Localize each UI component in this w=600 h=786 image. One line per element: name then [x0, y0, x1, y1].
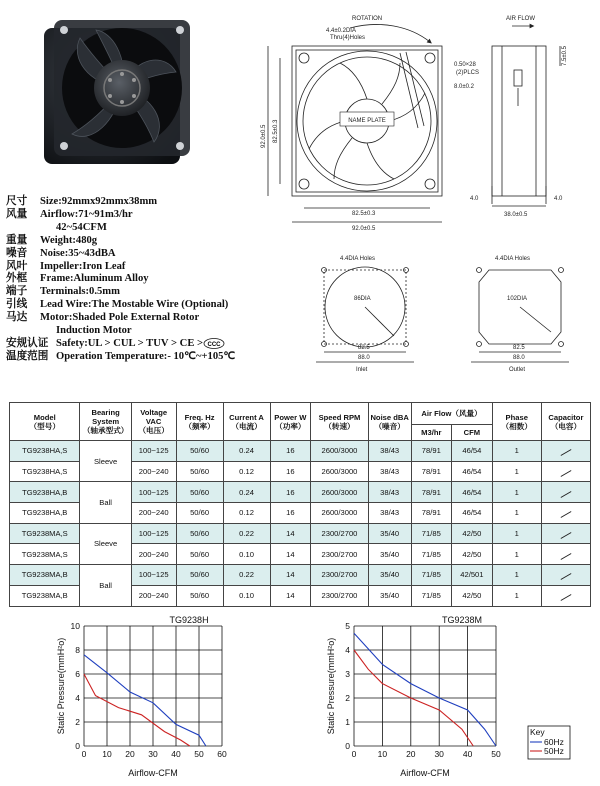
- cell-phase: 1: [492, 441, 541, 462]
- y-tick-label: 0: [345, 741, 350, 751]
- spec-value: Weight:480g: [40, 234, 98, 246]
- cell-speed: 2300/2700: [311, 544, 369, 565]
- cell-cfm: 46/54: [452, 441, 493, 462]
- table-row: [10, 441, 591, 462]
- spec-row: [6, 196, 306, 209]
- th-airflow: Air Flow（风量）: [411, 403, 492, 425]
- x-tick-label: 10: [102, 749, 112, 759]
- th-noise: Noise dBA （噪音）: [368, 403, 411, 441]
- spec-label-cn: 尺寸: [6, 196, 28, 207]
- cell-m3hr: 71/85: [411, 565, 452, 586]
- cell-model: TG9238HA,B: [10, 482, 80, 503]
- spec-value: Motor:Shaded Pole External Rotor: [40, 312, 200, 324]
- spec-row: [6, 209, 306, 222]
- th-freq: Freq. Hz （频率）: [176, 403, 223, 441]
- cell-noise: 35/40: [368, 565, 411, 586]
- y-tick-label: 2: [345, 693, 350, 703]
- svg-text:CCC: CCC: [207, 341, 221, 348]
- cell-freq: 50/60: [176, 585, 223, 606]
- th-m3hr: M3/hr: [411, 425, 452, 441]
- spec-row: [6, 351, 306, 364]
- slash-mark: [560, 511, 571, 518]
- cell-bearing: Sleeve: [80, 523, 131, 564]
- spec-label-cn: 引线: [6, 299, 28, 311]
- cell-freq: 50/60: [176, 544, 223, 565]
- th-power: Power W （功率）: [270, 403, 311, 441]
- spec-row: [6, 273, 306, 286]
- spec-label-cn: 外框: [6, 273, 28, 285]
- outlet-825: 82.5: [513, 345, 525, 351]
- spec-row: [6, 299, 306, 312]
- cell-current: 0.12: [223, 503, 270, 524]
- spec-row: [6, 248, 306, 261]
- chart-title: TG9238H: [169, 615, 209, 625]
- cell-freq: 50/60: [176, 441, 223, 462]
- spec-value: Terminals:0.5mm: [40, 286, 120, 298]
- slash-mark: [560, 449, 571, 456]
- cell-phase: 1: [492, 523, 541, 544]
- spec-label-cn: 噪音: [6, 247, 28, 259]
- cell-power: 14: [270, 585, 311, 606]
- cell-cfm: 42/50: [452, 544, 493, 565]
- spec-row: [6, 338, 306, 351]
- cell-phase: 1: [492, 585, 541, 606]
- cell-noise: 35/40: [368, 544, 411, 565]
- cell-noise: 38/43: [368, 503, 411, 524]
- cell-speed: 2600/3000: [311, 482, 369, 503]
- holes-label: 4.4±0.2DIA: [326, 28, 356, 34]
- cell-phase: 1: [492, 544, 541, 565]
- cell-speed: 2300/2700: [311, 523, 369, 544]
- cell-power: 16: [270, 441, 311, 462]
- spec-value: Safety:UL > CUL > TUV > CE >: [56, 337, 204, 349]
- rotation-label: ROTATION: [352, 16, 383, 22]
- spec-value: Operation Temperature:- 10℃~+105℃: [56, 350, 236, 362]
- dim-825-horiz: 82.5±0.3: [352, 211, 376, 217]
- inlet-drawing: [310, 248, 420, 374]
- cell-speed: 2300/2700: [311, 565, 369, 586]
- spec-value: Frame:Aluminum Alloy: [40, 273, 149, 285]
- th-voltage: Voltage VAC （电压）: [131, 403, 176, 441]
- th-model: Model （型号）: [10, 403, 80, 441]
- dim-92-vert: 92.0±0.5: [261, 124, 267, 148]
- table-row: [10, 482, 591, 503]
- cell-freq: 50/60: [176, 461, 223, 482]
- inlet-88: 88.0: [358, 355, 370, 361]
- cell-current: 0.24: [223, 482, 270, 503]
- wire-label-2: (2)PLCS: [456, 70, 480, 76]
- table-body: [10, 441, 591, 607]
- spec-value: Size:92mmx92mmx38mm: [40, 196, 158, 207]
- cell-noise: 38/43: [368, 482, 411, 503]
- y-tick-label: 4: [345, 645, 350, 655]
- cell-model: TG9238MA,B: [10, 585, 80, 606]
- cell-power: 16: [270, 482, 311, 503]
- y-tick-label: 3: [345, 669, 350, 679]
- chart-tg9238h: [40, 614, 272, 786]
- cell-bearing: Ball: [80, 482, 131, 523]
- cell-speed: 2600/3000: [311, 461, 369, 482]
- ccc-logo-icon: [203, 338, 225, 349]
- cell-m3hr: 78/91: [411, 503, 452, 524]
- y-tick-label: 8: [75, 645, 80, 655]
- outlet-holes-label: 4.4DIA Holes: [495, 256, 531, 262]
- cell-noise: 35/40: [368, 523, 411, 544]
- airflow-label: AIR FLOW: [506, 16, 536, 22]
- cell-voltage: 200~240: [131, 503, 176, 524]
- spec-label-cn: 风叶: [6, 260, 28, 272]
- legend-entry: 60Hz: [544, 737, 564, 747]
- cell-freq: 50/60: [176, 482, 223, 503]
- outlet-88: 88.0: [513, 355, 525, 361]
- y-tick-label: 2: [75, 717, 80, 727]
- cell-m3hr: 78/91: [411, 482, 452, 503]
- cell-speed: 2300/2700: [311, 585, 369, 606]
- dim-38: 38.0±0.5: [504, 212, 528, 218]
- spec-label-cn: 端子: [6, 286, 28, 298]
- x-tick-label: 20: [125, 749, 135, 759]
- spec-row: [6, 235, 306, 248]
- x-tick-label: 20: [406, 749, 416, 759]
- spec-label-cn: 马达: [6, 312, 28, 324]
- inlet-dia-label: 86DIA: [354, 296, 371, 302]
- y-tick-label: 0: [75, 741, 80, 751]
- slash-mark: [560, 532, 571, 539]
- cell-noise: 38/43: [368, 441, 411, 462]
- table-row: [10, 523, 591, 544]
- cell-model: TG9238HA,S: [10, 461, 80, 482]
- inlet-caption: Inlet: [356, 367, 368, 373]
- cell-power: 16: [270, 461, 311, 482]
- side-view-drawing: [454, 8, 600, 223]
- cell-cfm: 42/50: [452, 585, 493, 606]
- series-line-1: [84, 674, 190, 746]
- x-tick-label: 40: [171, 749, 181, 759]
- cell-phase: 1: [492, 503, 541, 524]
- cell-freq: 50/60: [176, 523, 223, 544]
- th-speed: Speed RPM （转速）: [311, 403, 369, 441]
- slash-mark: [560, 594, 571, 601]
- spec-label-cn: 风量: [6, 208, 28, 220]
- spec-row: [6, 286, 306, 299]
- cell-voltage: 100~125: [131, 565, 176, 586]
- chart-title: TG9238M: [442, 615, 483, 625]
- slash-mark: [560, 470, 571, 477]
- x-tick-label: 0: [81, 749, 87, 759]
- cell-phase: 1: [492, 482, 541, 503]
- spec-value: Induction Motor: [56, 325, 132, 337]
- x-tick-label: 30: [148, 749, 158, 759]
- cell-current: 0.22: [223, 523, 270, 544]
- cell-capacitor: [541, 503, 590, 524]
- cell-model: TG9238MA,S: [10, 544, 80, 565]
- spec-value: 42~54CFM: [56, 221, 107, 233]
- x-tick-label: 0: [351, 749, 357, 759]
- cell-current: 0.10: [223, 585, 270, 606]
- cell-voltage: 200~240: [131, 544, 176, 565]
- series-line-0: [84, 655, 206, 746]
- dim-92-horiz: 92.0±0.5: [352, 226, 376, 232]
- cell-capacitor: [541, 461, 590, 482]
- cell-cfm: 46/54: [452, 503, 493, 524]
- spec-value: Noise:35~43dBA: [40, 247, 116, 259]
- th-bearing: Bearing System （轴承型式）: [80, 403, 131, 441]
- cell-m3hr: 71/85: [411, 523, 452, 544]
- table-row: [10, 565, 591, 586]
- cell-phase: 1: [492, 461, 541, 482]
- x-tick-label: 40: [462, 749, 473, 759]
- dim-4-left: 4.0: [470, 196, 479, 202]
- cell-power: 14: [270, 565, 311, 586]
- cell-bearing: Sleeve: [80, 441, 131, 482]
- cell-m3hr: 78/91: [411, 461, 452, 482]
- cell-m3hr: 71/85: [411, 544, 452, 565]
- cell-noise: 35/40: [368, 585, 411, 606]
- y-axis-label: Static Pressure(mmH²o): [56, 637, 66, 735]
- cell-model: TG9238HA,B: [10, 503, 80, 524]
- th-current: Current A （电流）: [223, 403, 270, 441]
- cell-cfm: 46/54: [452, 482, 493, 503]
- y-tick-label: 5: [345, 621, 350, 631]
- chart-tg9238m: [318, 614, 600, 786]
- spec-label-cn: 重量: [6, 234, 28, 246]
- y-tick-label: 1: [345, 717, 350, 727]
- dim-8: 8.0±0.2: [454, 84, 474, 90]
- spec-row: [6, 325, 306, 338]
- x-axis-label: Airflow-CFM: [400, 768, 450, 778]
- dim-4-right: 4.0: [554, 196, 563, 202]
- cell-capacitor: [541, 523, 590, 544]
- cell-cfm: 42/501: [452, 565, 493, 586]
- spec-row: [6, 312, 306, 325]
- cell-power: 16: [270, 503, 311, 524]
- cell-voltage: 100~125: [131, 441, 176, 462]
- spec-value: Impeller:Iron Leaf: [40, 260, 126, 272]
- y-tick-label: 10: [70, 621, 80, 631]
- cell-model: TG9238MA,S: [10, 523, 80, 544]
- spec-value: Airflow:71~91m3/hr: [40, 208, 133, 220]
- slash-mark: [560, 574, 571, 581]
- spec-list: [6, 196, 306, 364]
- cell-capacitor: [541, 565, 590, 586]
- fan-photo: [36, 14, 196, 174]
- cell-m3hr: 71/85: [411, 585, 452, 606]
- dim-825-vert: 82.5±0.3: [273, 119, 279, 143]
- cell-power: 14: [270, 544, 311, 565]
- spec-table: [9, 402, 591, 607]
- cell-voltage: 100~125: [131, 523, 176, 544]
- y-axis-label: Static Pressure(mmH²o): [326, 637, 336, 735]
- inlet-825: 82.5: [358, 345, 370, 351]
- cell-freq: 50/60: [176, 565, 223, 586]
- cell-freq: 50/60: [176, 503, 223, 524]
- spec-row: [6, 222, 306, 235]
- spec-label-cn: 安规认证: [6, 337, 49, 349]
- y-tick-label: 6: [75, 669, 80, 679]
- wire-label: 0.50×28: [454, 62, 476, 68]
- cell-speed: 2600/3000: [311, 441, 369, 462]
- x-tick-label: 60: [217, 749, 227, 759]
- cell-capacitor: [541, 482, 590, 503]
- th-cfm: CFM: [452, 425, 493, 441]
- spec-label-cn: 温度范围: [6, 350, 49, 362]
- inlet-holes-label: 4.4DIA Holes: [340, 256, 376, 262]
- legend-title: Key: [530, 727, 545, 737]
- dim-75: 7.5±0.5: [562, 46, 568, 66]
- outlet-dia-label: 102DIA: [507, 296, 528, 302]
- x-tick-label: 50: [491, 749, 501, 759]
- holes-label-2: Thru(4)Holes: [330, 35, 366, 41]
- x-tick-label: 50: [194, 749, 204, 759]
- cell-m3hr: 78/91: [411, 441, 452, 462]
- cell-capacitor: [541, 585, 590, 606]
- outlet-caption: Outlet: [509, 367, 526, 373]
- legend-entry: 50Hz: [544, 746, 564, 756]
- y-tick-label: 4: [75, 693, 80, 703]
- cell-voltage: 200~240: [131, 461, 176, 482]
- cell-model: TG9238HA,S: [10, 441, 80, 462]
- spec-row: [6, 261, 306, 274]
- cell-speed: 2600/3000: [311, 503, 369, 524]
- x-tick-label: 10: [377, 749, 388, 759]
- cell-voltage: 100~125: [131, 482, 176, 503]
- cell-noise: 38/43: [368, 461, 411, 482]
- spec-value: Lead Wire:The Mostable Wire (Optional): [40, 299, 229, 311]
- cell-bearing: Ball: [80, 565, 131, 606]
- cell-power: 14: [270, 523, 311, 544]
- cell-capacitor: [541, 544, 590, 565]
- x-tick-label: 30: [434, 749, 444, 759]
- cell-voltage: 200~240: [131, 585, 176, 606]
- x-axis-label: Airflow-CFM: [128, 768, 178, 778]
- cell-model: TG9238MA,B: [10, 565, 80, 586]
- outlet-drawing: [465, 248, 575, 374]
- cell-current: 0.12: [223, 461, 270, 482]
- th-phase: Phase （相数）: [492, 403, 541, 441]
- slash-mark: [560, 553, 571, 560]
- th-capacitor: Capacitor （电容）: [541, 403, 590, 441]
- cell-current: 0.24: [223, 441, 270, 462]
- slash-mark: [560, 491, 571, 498]
- nameplate-label: NAME PLATE: [348, 118, 386, 124]
- cell-capacitor: [541, 441, 590, 462]
- cell-current: 0.22: [223, 565, 270, 586]
- cell-cfm: 42/50: [452, 523, 493, 544]
- cell-phase: 1: [492, 565, 541, 586]
- cell-cfm: 46/54: [452, 461, 493, 482]
- cell-current: 0.10: [223, 544, 270, 565]
